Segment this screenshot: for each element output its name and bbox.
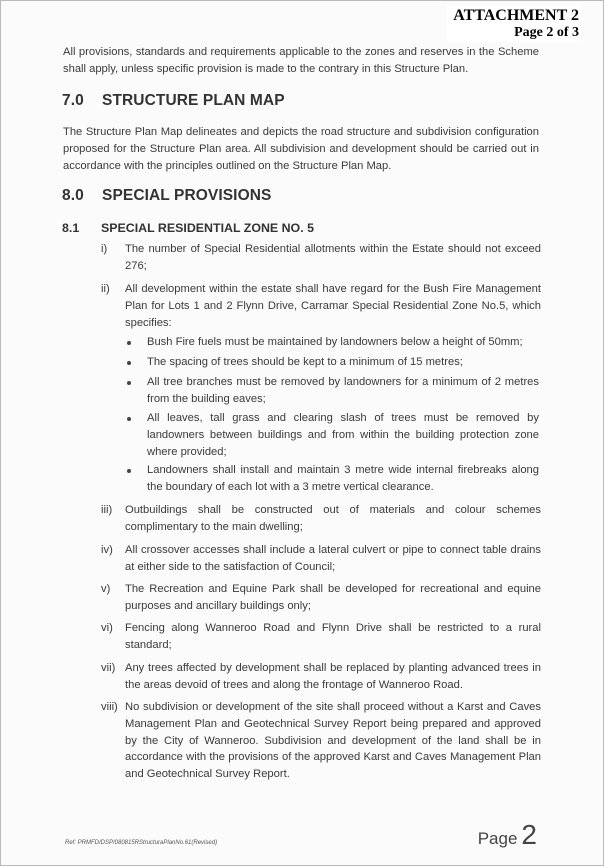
item-number: v) [101,583,111,595]
item-text: All crossover accesses shall include a lateral culvert or pipe to connect table drains at either side to the satisfaction of Council; [125,544,541,573]
bullet-item [125,374,539,408]
intro-paragraph: All provisions, standards and requirements applicable to the zones and reserves in the Scheme shall apply, unless specific provision is made to the contrary in this Structure Plan. [63,46,539,75]
item-text: The Recreation and Equine Park shall be developed for recreational and equine purposes and ancillary buildings only; [125,583,541,612]
bullet-text: All leaves, tall grass and clearing slash of trees must be removed by landowners between buildings and from within the building protection zone where provided; [147,412,539,458]
item-text: Outbuildings shall be constructed out of materials and colour schemes complimentary to the main dwelling; [125,504,541,533]
item-text: Any trees affected by development shall be replaced by planting advanced trees in the areas devoid of trees and along the frontage of Wanneroo Road. [125,662,541,691]
section-7-heading [62,92,285,110]
list-item [101,581,541,615]
item-number: i) [101,243,108,255]
section-8-heading [62,187,271,205]
bullet-icon [127,341,131,345]
item-text: All development within the estate shall have regard for the Bush Fire Management Plan for Lots 1 and 2 Flynn Drive, Carramar Special Residential Zone No.5, which specifies: [125,283,541,329]
item-text: Fencing along Wanneroo Road and Flynn Drive shall be restricted to a rural standard; [125,622,541,651]
footer-page-number [478,819,537,851]
bullet-text: All tree branches must be removed by landowners for a minimum of 2 metres from the building eaves; [147,376,539,405]
section-7-body: The Structure Plan Map delineates and depicts the road structure and subdivision configuration proposed for the Structure Plan area. All subdivision and development should be carried out in accordance with the principles outlined on the Structure Plan Map. [63,126,539,172]
item-number: iv) [101,544,113,556]
list-item [101,241,541,275]
item-number: iii) [101,504,113,516]
bullet-item [125,462,539,496]
list-item [101,502,541,536]
bullet-item [125,354,539,371]
section-8-title: SPECIAL PROVISIONS [102,187,272,204]
list-item [101,542,541,576]
list-item [101,660,541,694]
subsection-8-1-number: 8.1 [62,221,80,235]
subsection-8-1-title: SPECIAL RESIDENTIAL ZONE NO. 5 [101,221,314,235]
bullet-text: The spacing of trees should be kept to a minimum of 15 metres; [147,356,463,368]
item-number: ii) [101,283,110,295]
list-item [101,281,541,331]
bullet-item [125,334,539,351]
bullet-icon [127,417,131,421]
item-number: vi) [101,622,113,634]
page-label: Page [477,829,518,848]
section-8-number: 8.0 [62,187,84,204]
bullet-text: Bush Fire fuels must be maintained by landowners below a height of 50mm; [147,336,523,348]
list-item [101,620,541,654]
bullet-icon [127,381,131,385]
bullet-item [125,410,539,460]
item-number: vii) [101,662,116,674]
list-item [101,699,541,783]
section-7-number: 7.0 [62,92,84,109]
footer-reference: Ref: PRMFD/DSP/080815RStructuraPlanNo.61(Revised) [65,840,218,846]
page-number: 2 [521,819,537,850]
section-7-title: STRUCTURE PLAN MAP [102,92,285,109]
bullet-icon [127,361,131,365]
attachment-page: Page 2 of 3 [514,25,579,40]
attachment-stamp [447,5,581,42]
bullet-text: Landowners shall install and maintain 3 metre wide internal firebreaks along the boundary of each lot with a 3 metre vertical clearance. [147,464,539,493]
item-text: No subdivision or development of the site shall proceed without a Karst and Caves Management Plan and Geotechnical Survey Report being prepared and approved by the City of Wanneroo. Subdivision and development of the land shall be in accordance with the provisions of the approved Karst and Caves Management Plan and Geotechnical Survey Report. [125,701,541,781]
subsection-8-1-heading [62,221,314,235]
item-number: viii) [101,701,118,713]
bullet-icon [127,469,131,473]
item-text: The number of Special Residential allotments within the Estate should not exceed 276; [125,243,541,272]
attachment-title: ATTACHMENT 2 [453,7,579,24]
